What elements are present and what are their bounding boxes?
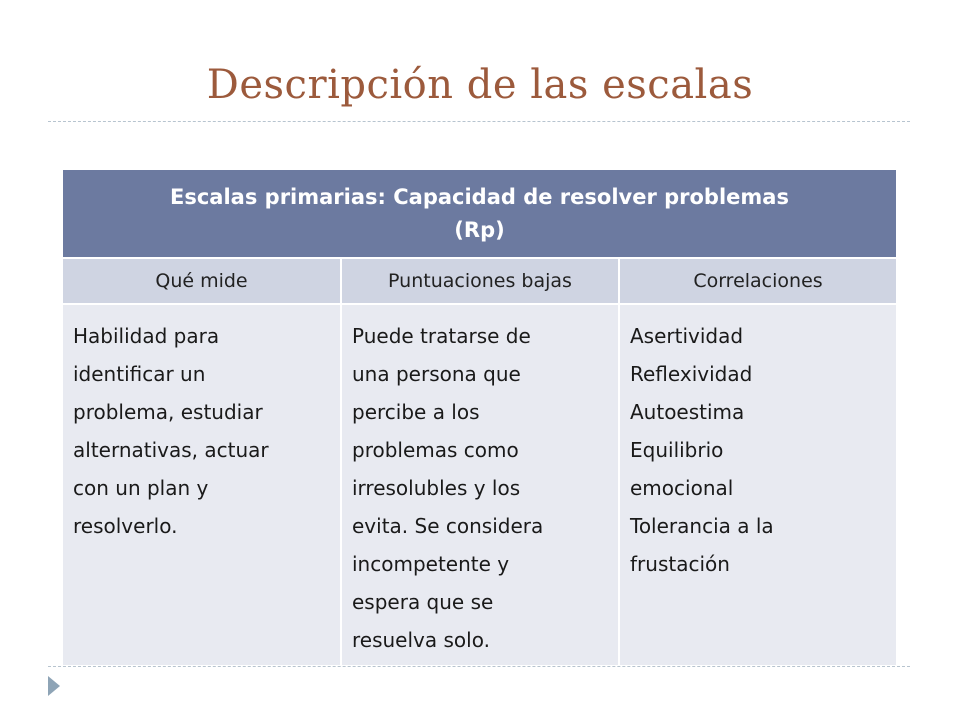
cell-correlaciones xyxy=(619,304,896,665)
slide-title: Descripción de las escalas xyxy=(206,62,754,108)
cell-line: problemas como xyxy=(352,438,519,462)
cell-line: Asertividad xyxy=(630,324,744,348)
cell-line: Autoestima xyxy=(630,400,745,424)
cell-line: espera que se xyxy=(352,590,494,614)
table-row xyxy=(63,304,896,665)
cell-line: resuelva solo. xyxy=(352,628,490,652)
cell-line: irresolubles y los xyxy=(352,476,521,500)
table-header-line-1: Escalas primarias: Capacidad de resolver problemas xyxy=(170,184,789,209)
cell-line: Tolerancia a la xyxy=(630,514,774,538)
cell-line: evita. Se considera xyxy=(352,514,544,538)
bottom-divider xyxy=(48,666,910,667)
cell-line: emocional xyxy=(630,476,734,500)
column-header-correlaciones: Correlaciones xyxy=(619,258,896,304)
column-header-que-mide: Qué mide xyxy=(63,258,341,304)
cell-line: Puede tratarse de xyxy=(352,324,531,348)
cell-line: incompetente y xyxy=(352,552,510,576)
triangle-right-icon xyxy=(48,676,60,696)
table-header-row xyxy=(63,170,896,258)
cell-line: resolverlo. xyxy=(73,514,178,538)
column-header-puntuaciones-bajas: Puntuaciones bajas xyxy=(341,258,619,304)
table-header-line-2: (Rp) xyxy=(454,217,505,242)
cell-line: problema, estudiar xyxy=(73,400,263,424)
cell-puntuaciones-bajas xyxy=(341,304,619,665)
cell-line: Habilidad para xyxy=(73,324,220,348)
table-header xyxy=(63,170,896,258)
cell-line: una persona que xyxy=(352,362,521,386)
column-header-row xyxy=(63,258,896,304)
cell-line: Equilibrio xyxy=(630,438,724,462)
cell-line: alternativas, actuar xyxy=(73,438,269,462)
top-divider xyxy=(48,121,910,122)
cell-que-mide xyxy=(63,304,341,665)
cell-line: percibe a los xyxy=(352,400,480,424)
cell-line: identificar un xyxy=(73,362,206,386)
scales-table xyxy=(63,170,896,665)
cell-line: Reflexividad xyxy=(630,362,753,386)
cell-line: frustación xyxy=(630,552,730,576)
cell-line: con un plan y xyxy=(73,476,209,500)
